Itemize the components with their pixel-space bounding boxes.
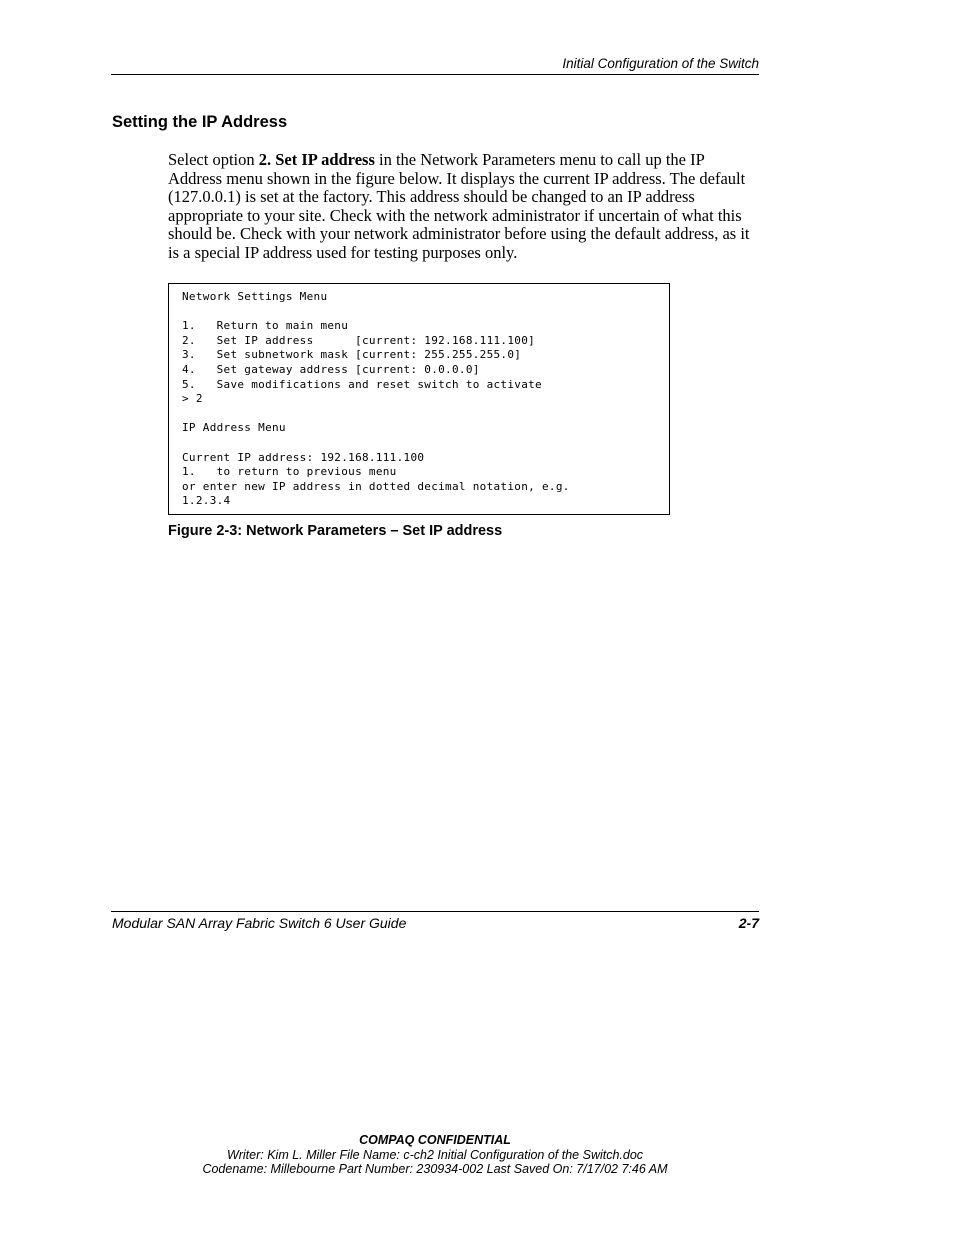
body-text-after: in the Network Parameters menu to call up the IP Address menu shown in the figure below. It displays the current IP address. The default (127.0.0.1) is set at the factory. This address should be changed to an IP address appropriate to your site. Check with the network administrator if uncertain of what this should be. Check with your network administrator before using the default address, as it is a special IP address used for testing purposes only. [168,150,750,262]
section-heading: Setting the IP Address [112,113,288,131]
running-header: Initial Configuration of the Switch [562,56,759,71]
terminal-line: 5. Save modifications and reset switch to activate [182,377,542,391]
terminal-line: IP Address Menu [182,421,286,435]
terminal-line: or enter new IP address in dotted decimal notation, e.g. [182,479,570,493]
figure-caption: Figure 2-3: Network Parameters – Set IP address [168,523,503,539]
footer-title: Modular SAN Array Fabric Switch 6 User Guide [112,915,407,931]
header-rule [111,74,759,75]
terminal-line: 2. Set IP address [current: 192.168.111.100] [182,333,536,347]
footer-rule [111,911,759,912]
body-bold-option: 2. Set IP address [258,150,375,169]
terminal-line: > 2 [182,392,203,406]
terminal-line: 1. Return to main menu [182,319,349,333]
terminal-text [182,290,570,509]
codename-line: Codename: Millebourne Part Number: 230934-002 Last Saved On: 7/17/02 7:46 AM [202,1162,668,1176]
confidential-label: COMPAQ CONFIDENTIAL [359,1133,511,1147]
terminal-line: 4. Set gateway address [current: 0.0.0.0] [182,362,480,376]
terminal-line: 1.2.3.4 [182,494,231,508]
body-text-before: Select option [168,150,259,169]
terminal-line: Network Settings Menu [182,290,328,303]
terminal-line: 3. Set subnetwork mask [current: 255.255.255.0] [182,348,522,362]
body-paragraph [168,151,760,263]
writer-line: Writer: Kim L. Miller File Name: c-ch2 Initial Configuration of the Switch.doc [226,1148,644,1162]
footer-page-number: 2-7 [738,915,759,931]
terminal-line: 1. to return to previous menu [182,465,397,479]
terminal-screenshot [168,283,670,515]
terminal-line: Current IP address: 192.168.111.100 [182,450,425,464]
